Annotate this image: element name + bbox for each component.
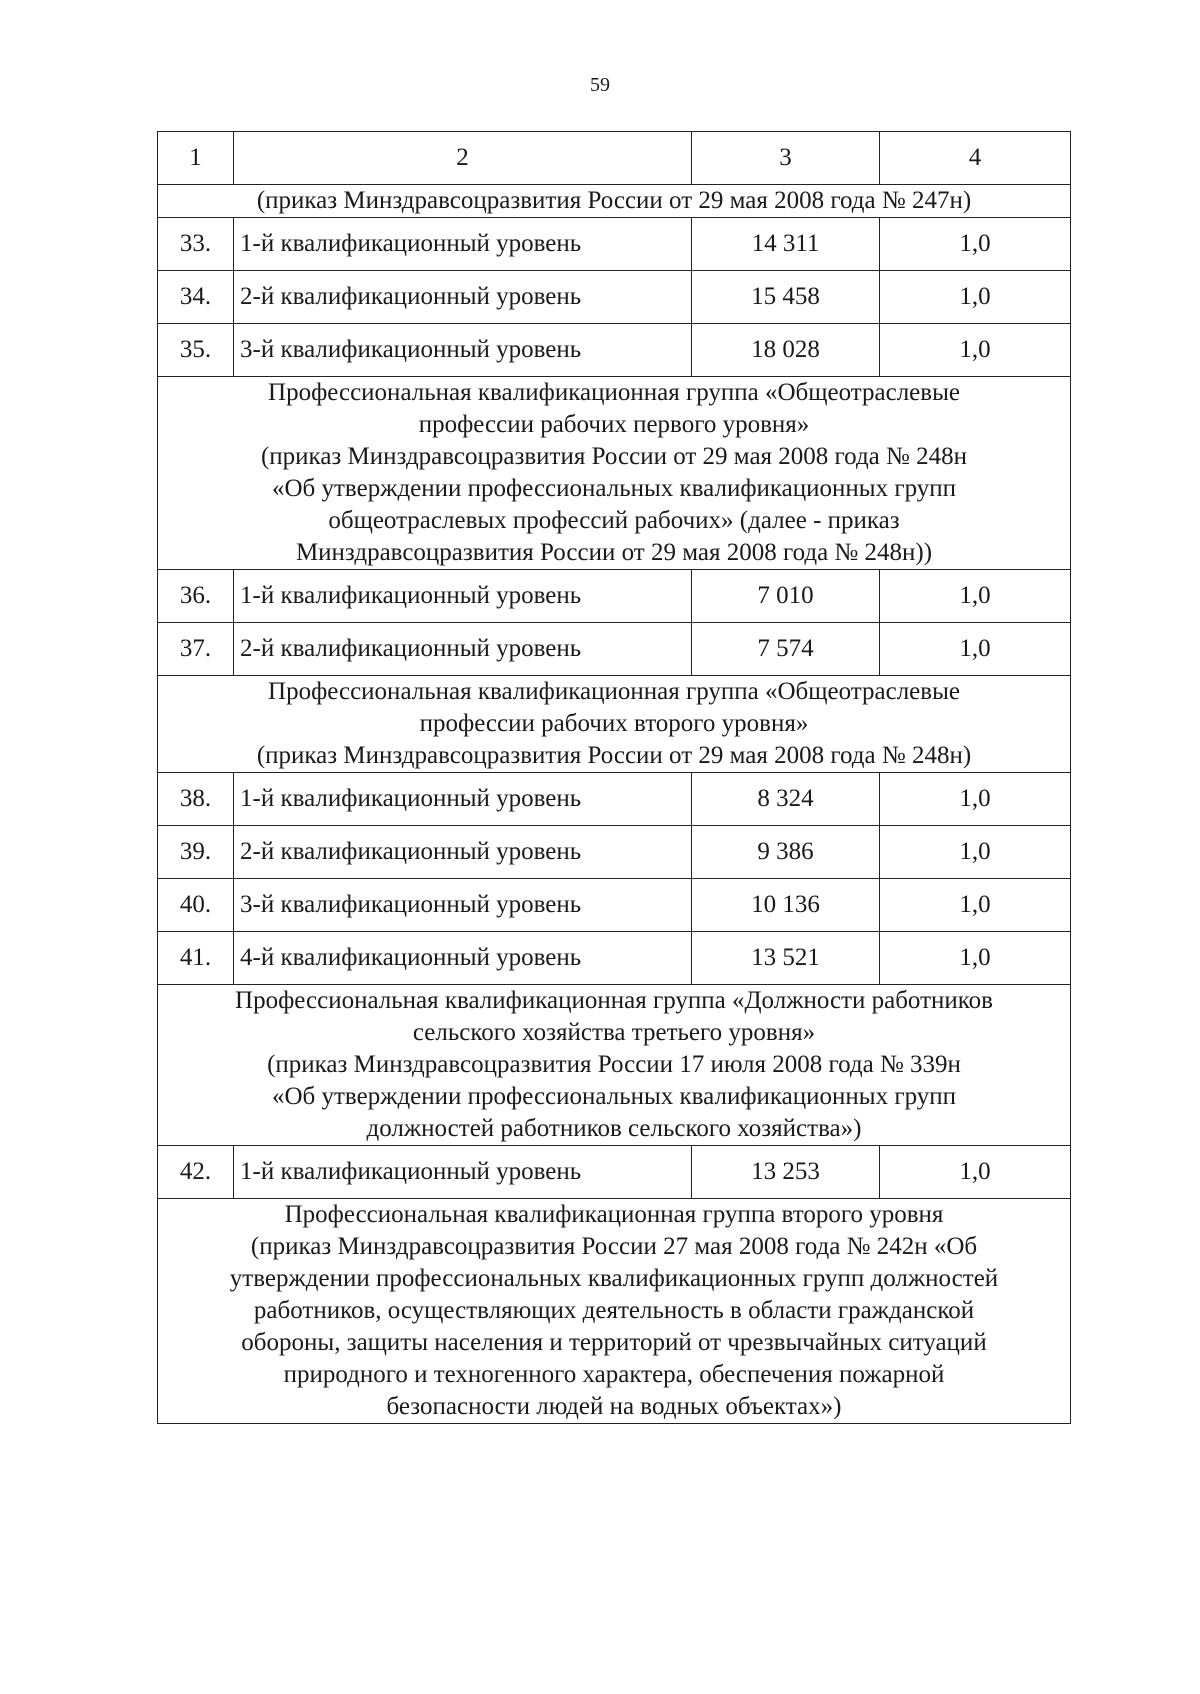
table-row — [158, 932, 1071, 985]
section-heading-line: (приказ Минздравсоцразвития России от 29 мая 2008 года № 248н — [260, 443, 968, 470]
qualification-level: 1-й квалификационный уровень — [234, 218, 692, 271]
section-heading-line: обороны, защиты населения и территорий от чрезвычайных ситуаций — [241, 1329, 987, 1356]
section-heading-line: должностей работников сельского хозяйства») — [366, 1115, 862, 1142]
section-heading-line: природного и техногенного характера, обеспечения пожарной — [283, 1361, 945, 1388]
qualification-level: 4-й квалификационный уровень — [234, 932, 692, 985]
section-heading-line: (приказ Минздравсоцразвития России 27 мая 2008 года № 242н «Об — [250, 1233, 978, 1260]
salary-amount: 7 574 — [692, 623, 880, 676]
qualification-level: 1-й квалификационный уровень — [234, 570, 692, 623]
coefficient: 1,0 — [880, 271, 1071, 324]
table-row — [158, 218, 1071, 271]
salary-amount: 9 386 — [692, 826, 880, 879]
section-heading-line: (приказ Минздравсоцразвития России 17 июля 2008 года № 339н — [267, 1051, 961, 1078]
section-heading-line: безопасности людей на водных объектах») — [386, 1393, 842, 1420]
column-number-row — [158, 132, 1071, 185]
section-heading — [158, 185, 1071, 218]
page-number: 59 — [590, 74, 610, 96]
salary-amount: 13 253 — [692, 1146, 880, 1199]
row-number: 41. — [158, 932, 234, 985]
section-heading — [158, 985, 1071, 1146]
table-row — [158, 879, 1071, 932]
section-heading-line: «Об утверждении профессиональных квалификационных групп — [271, 1083, 957, 1110]
row-number: 42. — [158, 1146, 234, 1199]
section-heading — [158, 676, 1071, 773]
section-heading-row — [158, 985, 1071, 1146]
coefficient: 1,0 — [880, 826, 1071, 879]
row-number: 33. — [158, 218, 234, 271]
salary-amount: 14 311 — [692, 218, 880, 271]
salary-amount: 8 324 — [692, 773, 880, 826]
table-row — [158, 826, 1071, 879]
qualification-level: 2-й квалификационный уровень — [234, 271, 692, 324]
column-number-4: 4 — [880, 132, 1071, 185]
row-number: 40. — [158, 879, 234, 932]
qualification-level: 3-й квалификационный уровень — [234, 324, 692, 377]
section-heading-line: сельского хозяйства третьего уровня» — [412, 1019, 816, 1046]
coefficient: 1,0 — [880, 932, 1071, 985]
coefficient: 1,0 — [880, 773, 1071, 826]
row-number: 37. — [158, 623, 234, 676]
qualification-level: 1-й квалификационный уровень — [234, 773, 692, 826]
section-heading-line: общеотраслевых профессий рабочих» (далее - приказ — [328, 507, 900, 534]
section-heading — [158, 377, 1071, 570]
section-heading-row — [158, 676, 1071, 773]
coefficient: 1,0 — [880, 879, 1071, 932]
section-heading-line: Профессиональная квалификационная группа «Должности работников — [235, 987, 993, 1014]
qualification-level: 2-й квалификационный уровень — [234, 623, 692, 676]
row-number: 34. — [158, 271, 234, 324]
table-row — [158, 324, 1071, 377]
section-heading-line: (приказ Минздравсоцразвития России от 29 мая 2008 года № 248н) — [256, 742, 972, 769]
section-heading-row — [158, 185, 1071, 218]
section-heading-line: Профессиональная квалификационная группа «Общеотраслевые — [268, 678, 960, 705]
column-number-1: 1 — [158, 132, 234, 185]
coefficient: 1,0 — [880, 623, 1071, 676]
section-heading-row — [158, 1199, 1071, 1424]
qualification-level: 3-й квалификационный уровень — [234, 879, 692, 932]
qualification-level: 2-й квалификационный уровень — [234, 826, 692, 879]
table-row — [158, 623, 1071, 676]
row-number: 39. — [158, 826, 234, 879]
section-heading-line: Минздравсоцразвития России от 29 мая 2008 года № 248н)) — [295, 539, 933, 566]
coefficient: 1,0 — [880, 218, 1071, 271]
salary-amount: 7 010 — [692, 570, 880, 623]
salary-amount: 15 458 — [692, 271, 880, 324]
salary-amount: 10 136 — [692, 879, 880, 932]
section-heading-line: Профессиональная квалификационная группа второго уровня — [284, 1201, 944, 1228]
coefficient: 1,0 — [880, 1146, 1071, 1199]
salary-amount: 13 521 — [692, 932, 880, 985]
qualification-level: 1-й квалификационный уровень — [234, 1146, 692, 1199]
section-heading — [158, 1199, 1071, 1424]
section-heading-row — [158, 377, 1071, 570]
table-row — [158, 570, 1071, 623]
row-number: 38. — [158, 773, 234, 826]
coefficient: 1,0 — [880, 570, 1071, 623]
section-heading-line: «Об утверждении профессиональных квалификационных групп — [271, 475, 957, 502]
section-heading-line: профессии рабочих второго уровня» — [419, 710, 809, 737]
section-heading-line: профессии рабочих первого уровня» — [418, 411, 810, 438]
coefficient: 1,0 — [880, 324, 1071, 377]
row-number: 36. — [158, 570, 234, 623]
column-number-2: 2 — [234, 132, 692, 185]
section-heading-line: (приказ Минздравсоцразвития России от 29 мая 2008 года № 247н) — [256, 187, 972, 214]
table-row — [158, 773, 1071, 826]
row-number: 35. — [158, 324, 234, 377]
table-row — [158, 1146, 1071, 1199]
section-heading-line: работников, осуществляющих деятельность в области гражданской — [253, 1297, 975, 1324]
section-heading-line: Профессиональная квалификационная группа «Общеотраслевые — [268, 379, 960, 406]
section-heading-line: утверждении профессиональных квалификационных групп должностей — [229, 1265, 999, 1292]
column-number-3: 3 — [692, 132, 880, 185]
table-row — [158, 271, 1071, 324]
table-body — [158, 132, 1071, 1424]
salary-table — [157, 131, 1071, 1424]
salary-amount: 18 028 — [692, 324, 880, 377]
